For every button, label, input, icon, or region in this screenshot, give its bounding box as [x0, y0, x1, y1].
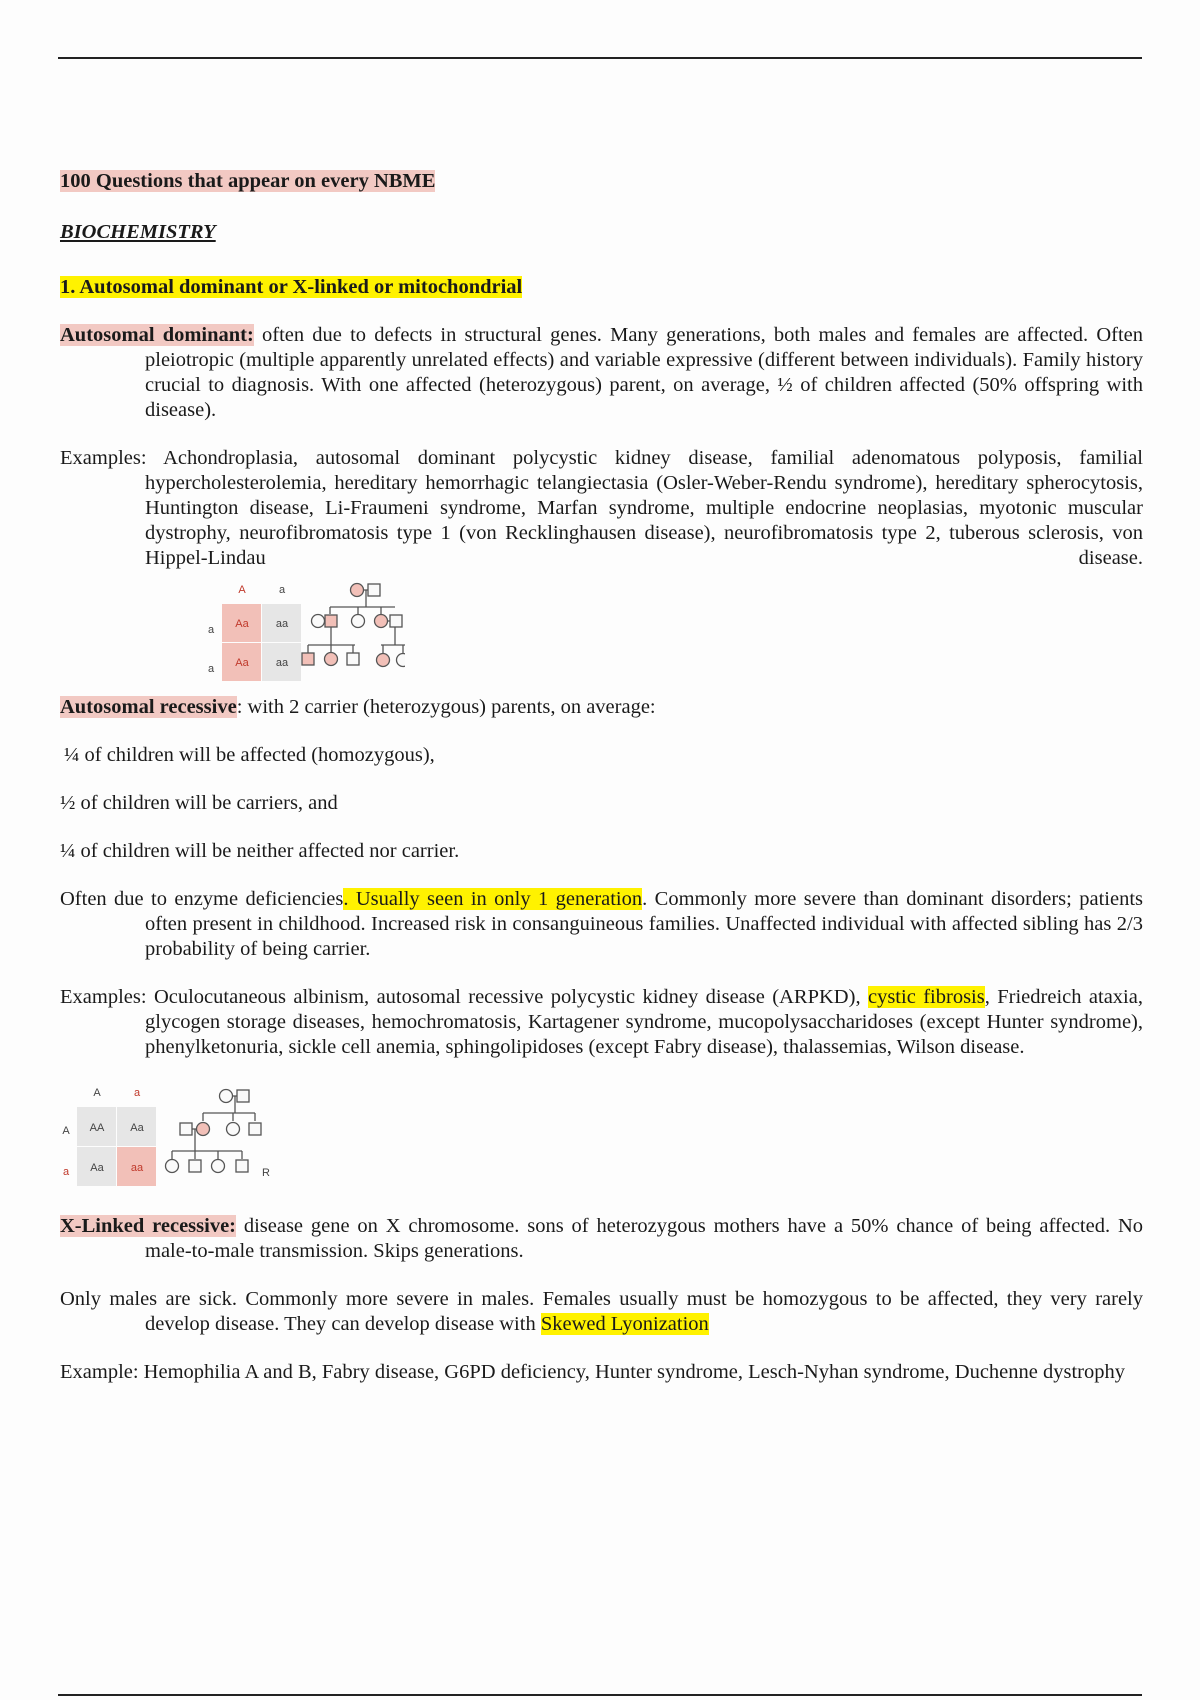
recessive-line-neither: ¼ of children will be neither affected nor carrier. [60, 840, 460, 862]
recessive-line-affected: ¼ of children will be affected (homozygous), [64, 744, 435, 766]
autosomal-recessive-label: Autosomal recessive [60, 696, 237, 718]
recessive-line-carriers: ½ of children will be carriers, and [60, 792, 338, 814]
punnett-row-label: a [62, 1166, 70, 1178]
punnett-col-label: A [238, 584, 246, 596]
svg-text:aa: aa [130, 1162, 144, 1174]
section-heading: BIOCHEMISTRY [60, 221, 216, 243]
autosomal-dominant-label: Autosomal dominant: [60, 324, 254, 346]
x-linked-label: X-Linked recessive: [60, 1215, 236, 1237]
top-rule [58, 57, 1142, 59]
bottom-rule [58, 1694, 1142, 1696]
pedigree-chart [302, 584, 405, 667]
x-linked-examples: Example: Hemophilia A and B, Fabry disease, G6PD deficiency, Hunter syndrome, Lesch-Nyhan syndrome, Duchenne dystrophy [60, 1361, 1125, 1383]
svg-text:aa: aa [275, 657, 289, 669]
autosomal-recessive-intro: Autosomal recessive: with 2 carrier (heterozygous) parents, on average: [60, 696, 656, 718]
punnett-pedigree-recessive [60, 1083, 290, 1191]
svg-text:Aa: Aa [235, 657, 249, 669]
document-title: 100 Questions that appear on every NBME [60, 170, 436, 192]
svg-text:Aa: Aa [130, 1122, 144, 1134]
svg-text:Aa: Aa [235, 618, 249, 630]
punnett-col-label: a [278, 584, 286, 596]
punnett-row-label: A [62, 1125, 70, 1137]
svg-text:R: R [262, 1167, 270, 1179]
topic-heading: 1. Autosomal dominant or X-linked or mitochondrial [60, 276, 523, 298]
punnett-row-label: a [207, 663, 215, 675]
punnett-col-label: a [133, 1087, 141, 1099]
autosomal-recessive-paragraph: Often due to enzyme deficiencies. Usually seen in only 1 generation. Commonly more severe than dominant disorders; patients often present in childhood. Increased risk in consanguineous families. Unaffected individual with affected sibling has 2/3 probability of being carrier. [60, 888, 1143, 960]
pedigree-chart [166, 1090, 262, 1173]
x-linked-paragraph: X-Linked recessive: disease gene on X chromosome. sons of heterozygous mothers have a 50% chance of being affected. No male-to-male transmission. Skips generations. [60, 1215, 1143, 1262]
punnett-pedigree-dominant [145, 581, 405, 683]
document-page [60, 165, 1143, 1385]
autosomal-dominant-figure [145, 581, 1143, 683]
autosomal-dominant-paragraph: Autosomal dominant: often due to defects in structural genes. Many generations, both males and females are affected. Often pleiotropic (multiple apparently unrelated effects) and variable expressive (different between individuals). Family history crucial to diagnosis. With one affected (heterozygous) parent, on average, ½ of children affected (50% offspring with disease). [60, 324, 1143, 421]
svg-text:aa: aa [275, 618, 289, 630]
autosomal-recessive-examples: Examples: Oculocutaneous albinism, autosomal recessive polycystic kidney disease (ARPKD), cystic fibrosis, Friedreich ataxia, glycogen storage diseases, hemochromatosis, Kartagener syndrome, mucopolysaccharidoses (except Hunter syndrome), phenylketonuria, sickle cell anemia, sphingolipidoses (except Fabry disease), thalassemias, Wilson disease. [60, 986, 1143, 1058]
punnett-row-label: a [207, 624, 215, 636]
x-linked-details: Only males are sick. Commonly more severe in males. Females usually must be homozygous to be affected, they very rarely develop disease. They can develop disease with Skewed Lyonization [60, 1288, 1143, 1335]
svg-text:Aa: Aa [90, 1162, 104, 1174]
autosomal-dominant-examples: Examples: Achondroplasia, autosomal dominant polycystic kidney disease, familial adenomatous polyposis, familial hypercholesterolemia, hereditary hemorrhagic telangiectasia (Osler-Weber-Rendu syndrome), hereditary spherocytosis, Huntington disease, Li-Fraumeni syndrome, Marfan syndrome, multiple endocrine neoplasias, myotonic muscular dystrophy, neurofibromatosis type 1 (von Recklinghausen disease), neurofibromatosis type 2, tuberous sclerosis, von Hippel-Lindau disease. [60, 447, 1143, 569]
svg-text:AA: AA [89, 1122, 105, 1134]
autosomal-recessive-figure [60, 1083, 1143, 1191]
punnett-col-label: A [93, 1087, 101, 1099]
